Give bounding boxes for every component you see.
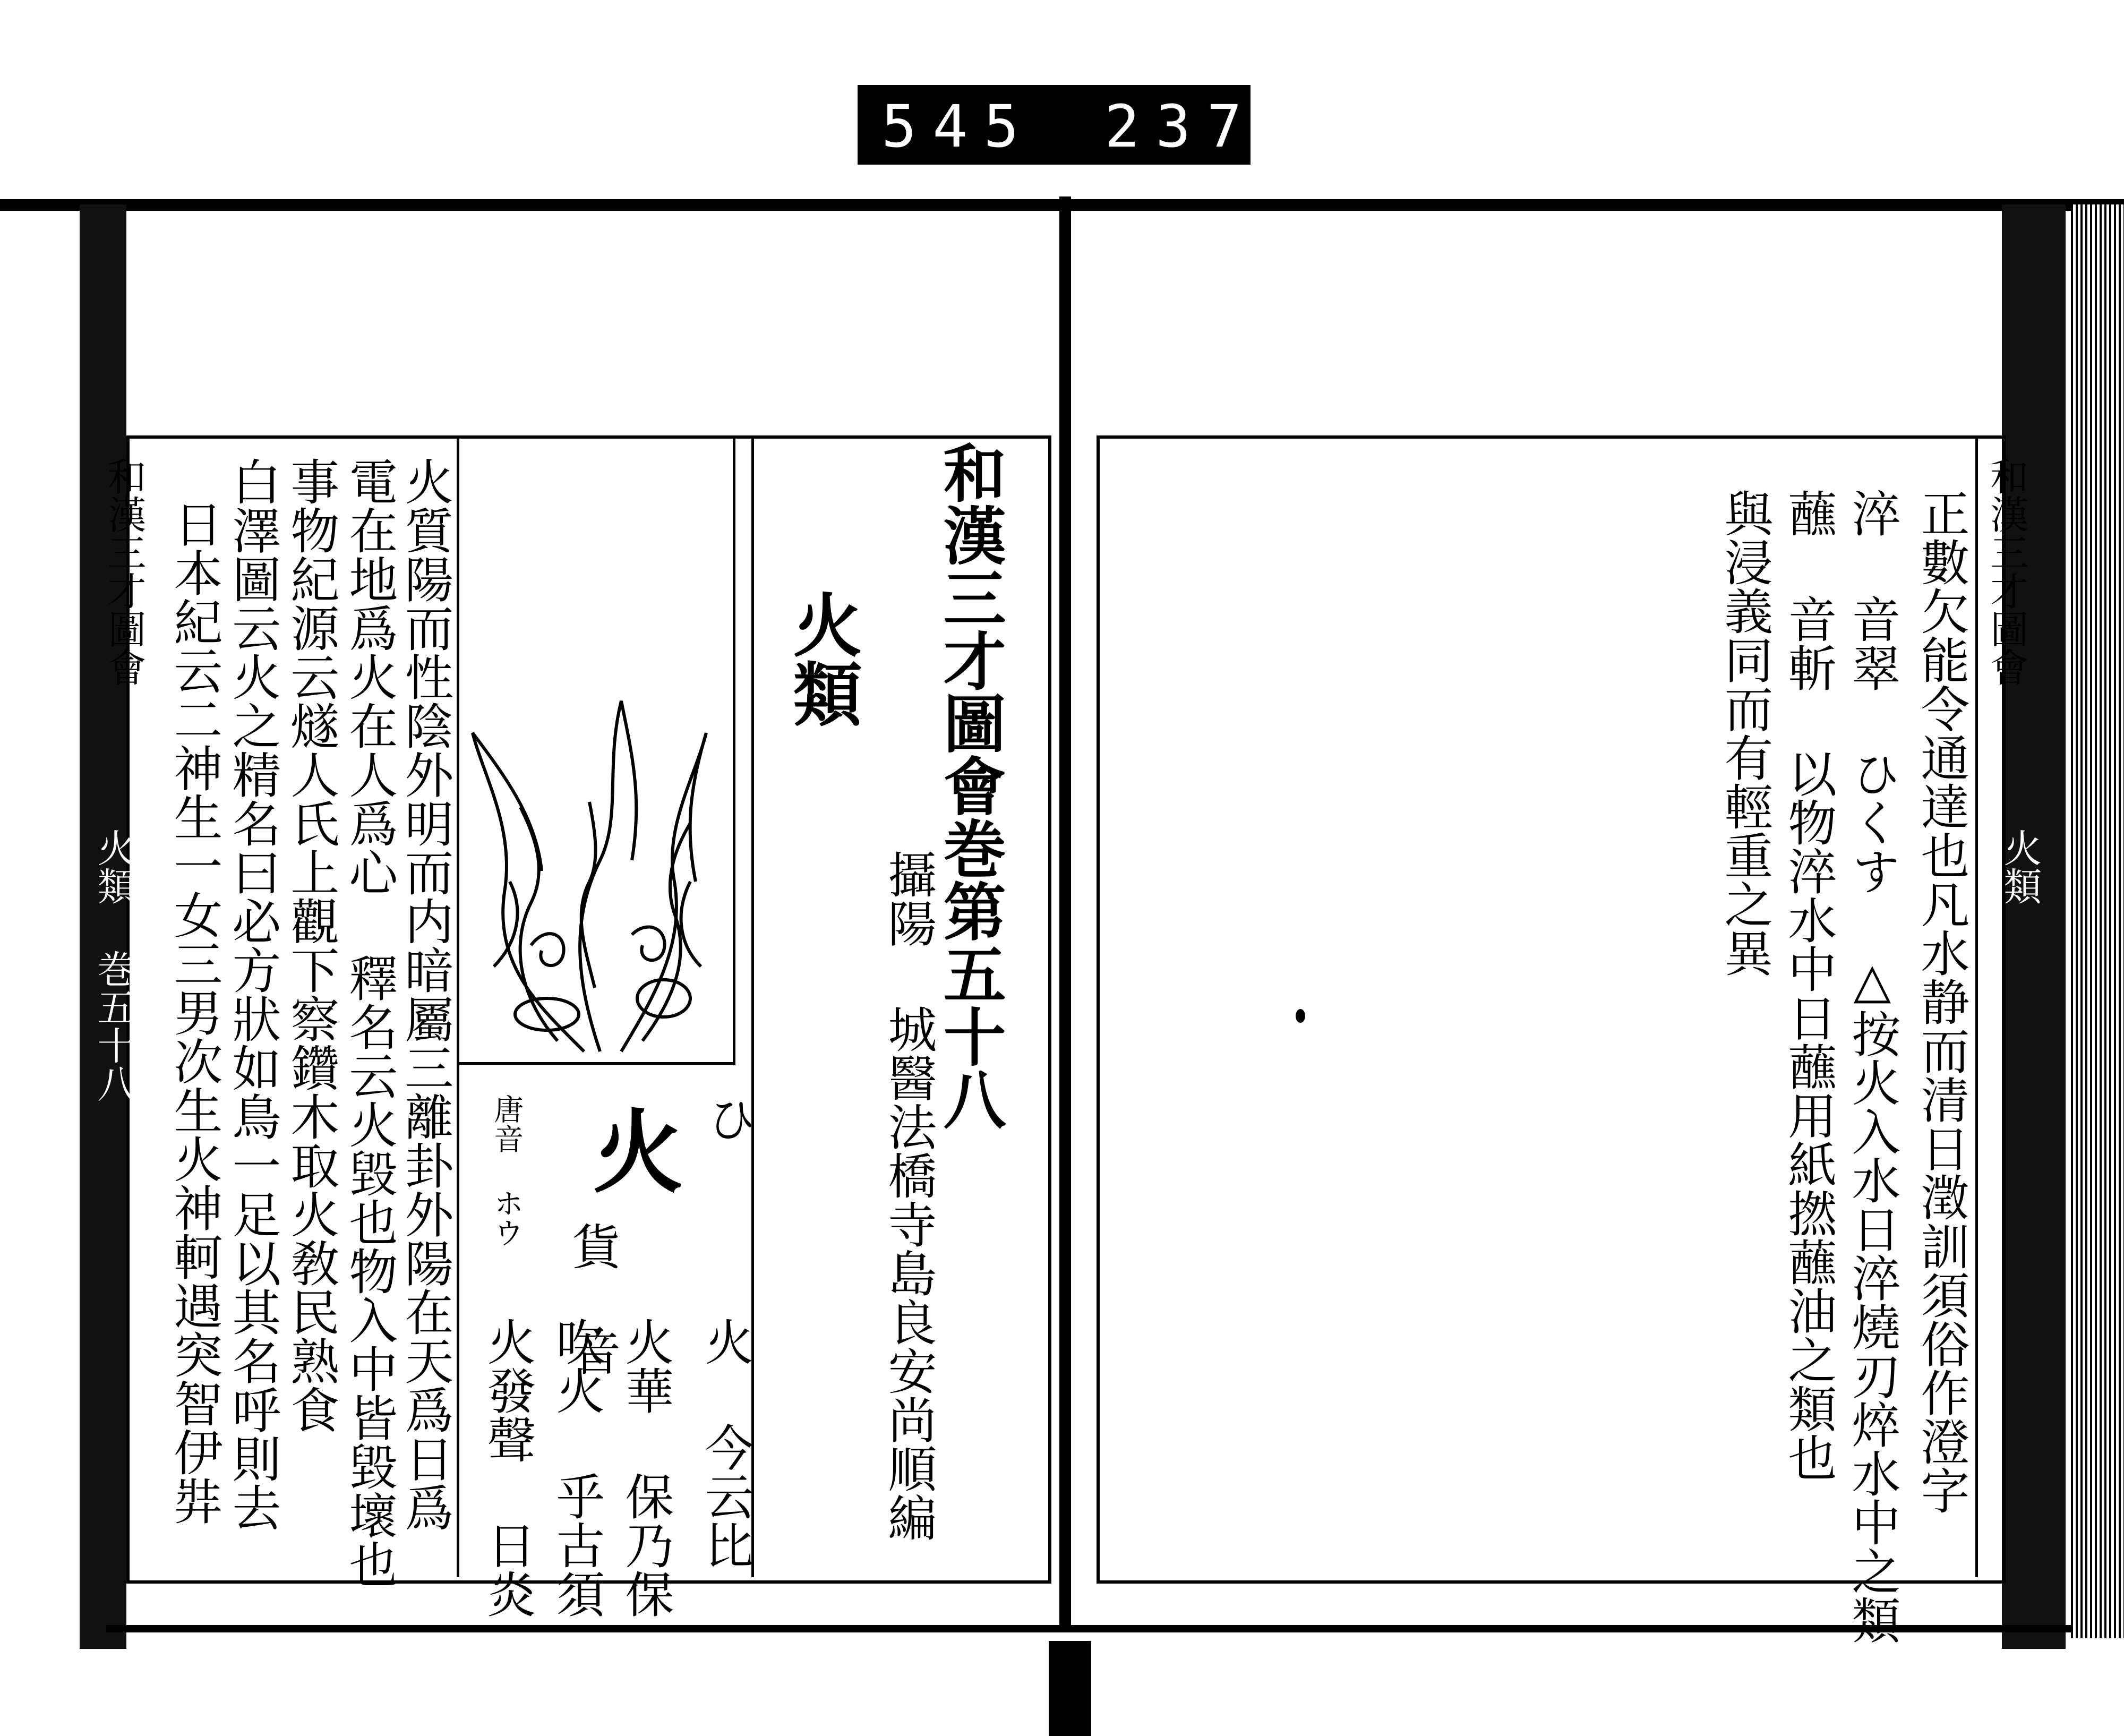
label-right-number: 237. bbox=[1104, 92, 1309, 160]
body-column: 火質陽而性陰外明而内暗屬三離卦外陽在天爲日爲 bbox=[397, 457, 454, 1532]
body-column: 事物紀源云燧人氏上觀下察鑽木取火敎民熟食 bbox=[282, 457, 340, 1434]
flame-illustration bbox=[462, 669, 727, 1062]
body-column: 與浸義同而有輕重之異 bbox=[1716, 489, 1774, 977]
book-spine bbox=[1059, 196, 1071, 1630]
volume-title: 和漢三才圖會巻第五十八 bbox=[932, 441, 1007, 1130]
right-page-edge bbox=[2002, 204, 2066, 1649]
divider bbox=[457, 439, 459, 1577]
label-left-number: 545 bbox=[881, 92, 1035, 160]
divider bbox=[733, 439, 735, 1065]
author-line: 攝陽 城醫法橋寺島良安尚順編 bbox=[880, 850, 937, 1542]
divider bbox=[459, 1062, 735, 1065]
right-page-stack bbox=[2071, 204, 2124, 1638]
body-column: 蘸 音斬 以物淬水中日蘸用紙撚蘸油之類也 bbox=[1780, 489, 1837, 1482]
book-bottom-edge bbox=[106, 1625, 2071, 1632]
aux-column: 火華 保乃保 bbox=[617, 1317, 674, 1618]
ink-dot bbox=[1296, 1009, 1305, 1023]
entry-character: 火 bbox=[577, 1105, 683, 1195]
body-column: 正數欠能令通達也凡水静而清日澂訓須俗作澄字 bbox=[1913, 489, 1970, 1515]
entry-glyph-label: ひ bbox=[699, 1094, 757, 1143]
entry-tang-reading: 唐音 ホウ bbox=[489, 1094, 524, 1247]
divider bbox=[1975, 439, 1978, 1577]
body-column: 日本紀云二神生一女三男次生火神軻遇突智伊弉 bbox=[166, 499, 223, 1525]
entry-reading: 貨 音 bbox=[564, 1221, 621, 1376]
spine-foot bbox=[1049, 1641, 1091, 1736]
aux-column: 吹火 乎古須 bbox=[548, 1317, 605, 1618]
body-column: 白澤圖云火之精名曰必方狀如鳥一足以其名呼則去 bbox=[224, 457, 281, 1532]
category-heading: 火類 bbox=[782, 589, 863, 728]
archive-label bbox=[858, 85, 1309, 165]
aux-column: 火發聲 日炎 bbox=[479, 1317, 536, 1618]
page-strip-section: 火類 巻五十八 bbox=[91, 828, 136, 1102]
body-column: 淬 音翠 ひくす △按火入水日淬燒刃焠水中之類 bbox=[1844, 489, 1901, 1644]
aux-column: 火 今云比 bbox=[697, 1317, 754, 1569]
page-strip-title: 和漢三才圖會 bbox=[1984, 457, 2029, 686]
page-strip-title: 和漢三才圖會 bbox=[101, 457, 147, 686]
page-strip-section: 火類 bbox=[1997, 828, 2042, 905]
body-column: 電在地爲火在人爲心 釋名云火毀也物入中皆毀壞也 bbox=[341, 457, 398, 1588]
